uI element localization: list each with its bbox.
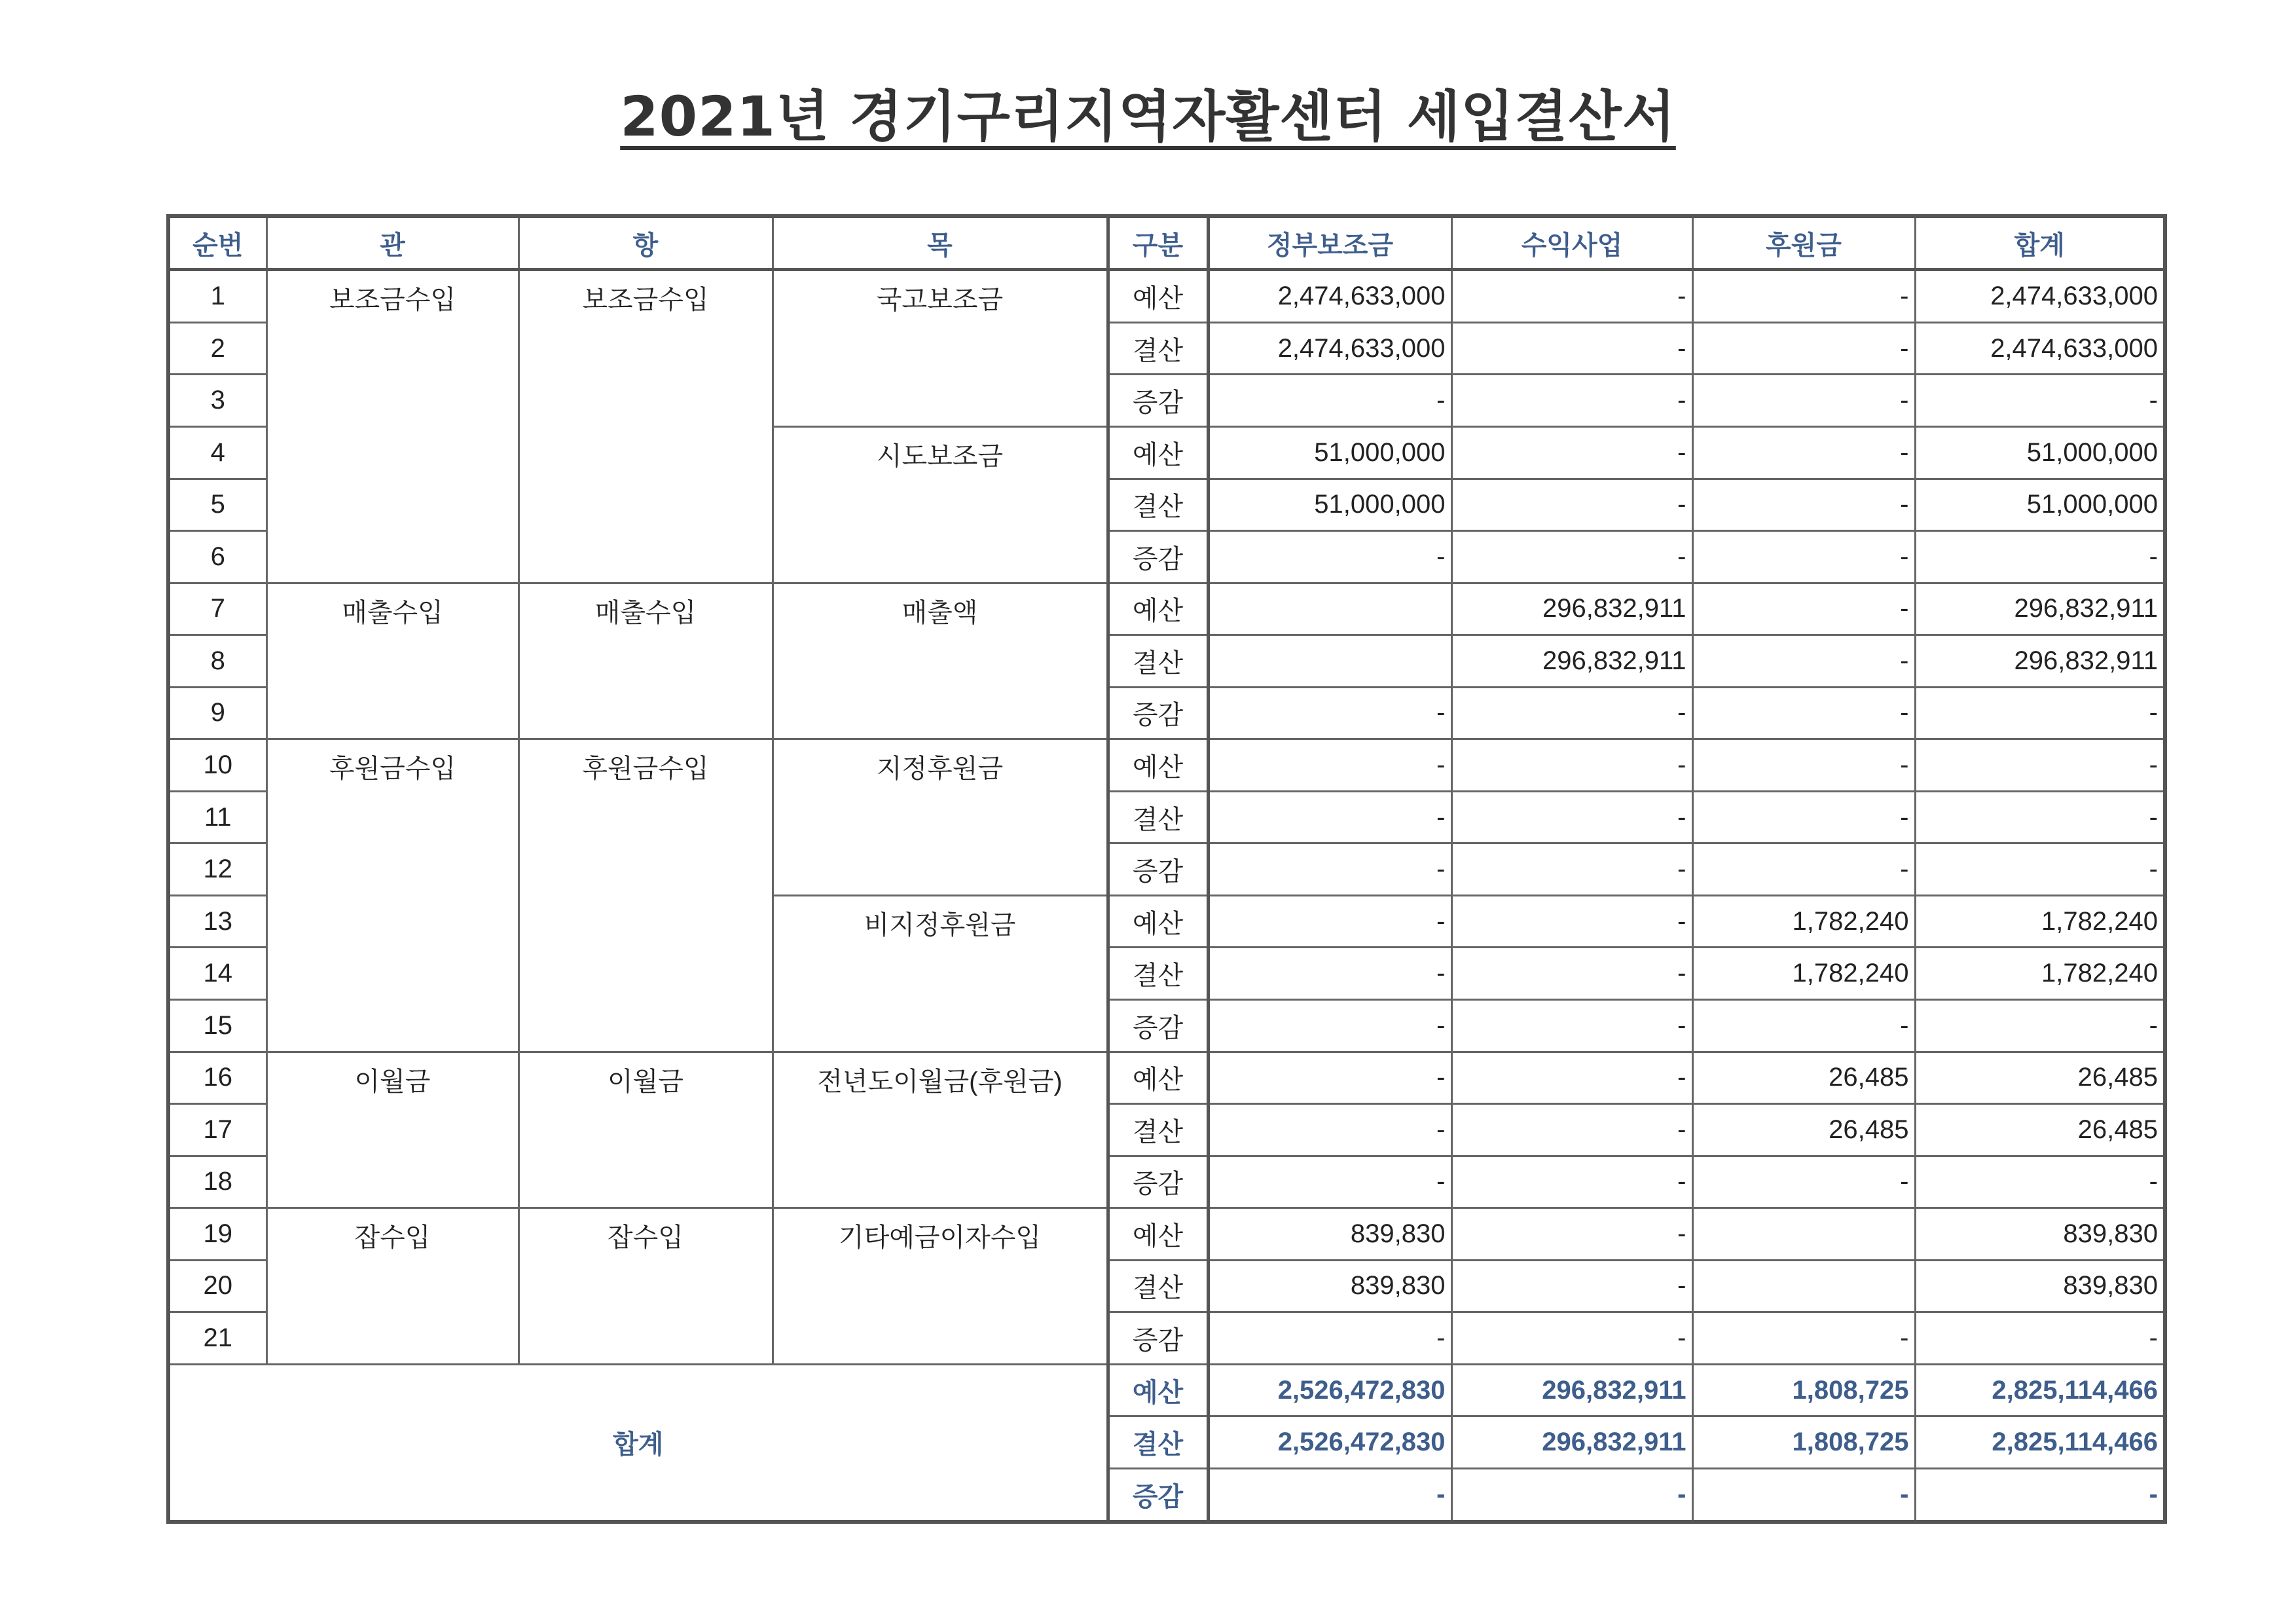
division-cell: 증감 — [1108, 687, 1208, 739]
revenue-business-cell: - — [1451, 999, 1692, 1052]
government-subsidy-cell: 2,474,633,000 — [1208, 270, 1451, 323]
row-number: 19 — [168, 1208, 266, 1261]
header-no: 순번 — [168, 216, 266, 270]
government-subsidy-cell: - — [1208, 1156, 1451, 1208]
row-number: 9 — [168, 687, 266, 739]
row-number: 15 — [168, 999, 266, 1052]
donation-cell: - — [1692, 375, 1915, 427]
government-subsidy-cell: - — [1208, 791, 1451, 843]
sum-cell: - — [1915, 739, 2165, 792]
row-number: 13 — [168, 895, 266, 948]
division-cell: 결산 — [1108, 635, 1208, 688]
header-mok: 목 — [773, 216, 1108, 270]
division-cell: 예산 — [1108, 583, 1208, 635]
document-title-wrap — [0, 77, 2296, 156]
government-subsidy-cell: - — [1208, 687, 1451, 739]
government-subsidy-cell — [1208, 583, 1451, 635]
division-cell: 결산 — [1108, 791, 1208, 843]
revenue-business-cell: - — [1451, 948, 1692, 1000]
row-number: 4 — [168, 426, 266, 479]
row-number: 20 — [168, 1260, 266, 1312]
division-cell: 결산 — [1108, 479, 1208, 531]
sum-cell: 1,782,240 — [1915, 948, 2165, 1000]
revenue-business-cell: - — [1451, 1312, 1692, 1365]
mok-cell: 전년도이월금(후원금) — [773, 1052, 1108, 1208]
division-cell: 예산 — [1108, 426, 1208, 479]
division-cell: 증감 — [1108, 1156, 1208, 1208]
mok-cell: 지정후원금 — [773, 739, 1108, 896]
division-cell: 증감 — [1108, 531, 1208, 583]
table-body — [168, 270, 2165, 1522]
government-subsidy-cell: - — [1208, 948, 1451, 1000]
revenue-business-cell: - — [1451, 1052, 1692, 1104]
division-cell: 예산 — [1108, 1052, 1208, 1104]
total-government-subsidy-cell: 2,526,472,830 — [1208, 1416, 1451, 1469]
division-cell: 증감 — [1108, 843, 1208, 896]
hang-cell: 후원금수입 — [519, 739, 773, 1052]
division-cell: 예산 — [1108, 1208, 1208, 1261]
row-number: 6 — [168, 531, 266, 583]
row-number: 18 — [168, 1156, 266, 1208]
table-row — [168, 270, 2165, 323]
total-division-cell: 증감 — [1108, 1468, 1208, 1522]
row-number: 5 — [168, 479, 266, 531]
government-subsidy-cell: - — [1208, 843, 1451, 896]
hang-cell: 보조금수입 — [519, 270, 773, 583]
sum-cell: 1,782,240 — [1915, 895, 2165, 948]
sum-cell: 26,485 — [1915, 1104, 2165, 1156]
revenue-business-cell: - — [1451, 426, 1692, 479]
row-number: 11 — [168, 791, 266, 843]
total-donation-cell: 1,808,725 — [1692, 1364, 1915, 1416]
header-sum: 합계 — [1915, 216, 2165, 270]
sum-cell: 2,474,633,000 — [1915, 270, 2165, 323]
sum-cell: - — [1915, 999, 2165, 1052]
total-government-subsidy-cell: 2,526,472,830 — [1208, 1364, 1451, 1416]
header-hang: 항 — [519, 216, 773, 270]
revenue-business-cell: - — [1451, 479, 1692, 531]
sum-cell: - — [1915, 375, 2165, 427]
total-row — [168, 1364, 2165, 1416]
donation-cell: - — [1692, 1156, 1915, 1208]
row-number: 2 — [168, 322, 266, 375]
government-subsidy-cell: - — [1208, 895, 1451, 948]
sum-cell: 296,832,911 — [1915, 583, 2165, 635]
header-government-subsidy: 정부보조금 — [1208, 216, 1451, 270]
government-subsidy-cell: 839,830 — [1208, 1208, 1451, 1261]
row-number: 16 — [168, 1052, 266, 1104]
donation-cell: - — [1692, 270, 1915, 323]
total-sum-cell: - — [1915, 1468, 2165, 1522]
revenue-business-cell: - — [1451, 739, 1692, 792]
sum-cell: 839,830 — [1915, 1260, 2165, 1312]
header-revenue-business: 수익사업 — [1451, 216, 1692, 270]
revenue-business-cell: - — [1451, 791, 1692, 843]
division-cell: 예산 — [1108, 739, 1208, 792]
donation-cell: 26,485 — [1692, 1052, 1915, 1104]
total-revenue-business-cell: - — [1451, 1468, 1692, 1522]
revenue-business-cell: 296,832,911 — [1451, 635, 1692, 688]
mok-cell: 비지정후원금 — [773, 895, 1108, 1052]
division-cell: 증감 — [1108, 375, 1208, 427]
donation-cell — [1692, 1260, 1915, 1312]
header-gwan: 관 — [266, 216, 519, 270]
row-number: 17 — [168, 1104, 266, 1156]
total-donation-cell: - — [1692, 1468, 1915, 1522]
revenue-business-cell: - — [1451, 375, 1692, 427]
row-number: 1 — [168, 270, 266, 323]
row-number: 14 — [168, 948, 266, 1000]
division-cell: 증감 — [1108, 1312, 1208, 1365]
revenue-business-cell: - — [1451, 270, 1692, 323]
hang-cell: 잡수입 — [519, 1208, 773, 1365]
hang-cell: 매출수입 — [519, 583, 773, 739]
header-division: 구분 — [1108, 216, 1208, 270]
donation-cell: - — [1692, 999, 1915, 1052]
revenue-business-cell: - — [1451, 1156, 1692, 1208]
hang-cell: 이월금 — [519, 1052, 773, 1208]
revenue-business-cell: - — [1451, 1104, 1692, 1156]
government-subsidy-cell: - — [1208, 1052, 1451, 1104]
sum-cell: - — [1915, 791, 2165, 843]
row-number: 8 — [168, 635, 266, 688]
donation-cell: 1,782,240 — [1692, 948, 1915, 1000]
sum-cell: 839,830 — [1915, 1208, 2165, 1261]
government-subsidy-cell: 51,000,000 — [1208, 479, 1451, 531]
total-division-cell: 결산 — [1108, 1416, 1208, 1469]
revenue-business-cell: - — [1451, 843, 1692, 896]
gwan-cell: 후원금수입 — [266, 739, 519, 1052]
sum-cell: - — [1915, 531, 2165, 583]
sum-cell: - — [1915, 687, 2165, 739]
total-donation-cell: 1,808,725 — [1692, 1416, 1915, 1469]
donation-cell: - — [1692, 479, 1915, 531]
revenue-business-cell: - — [1451, 531, 1692, 583]
government-subsidy-cell: - — [1208, 531, 1451, 583]
mok-cell: 시도보조금 — [773, 426, 1108, 583]
sum-cell: 2,474,633,000 — [1915, 322, 2165, 375]
government-subsidy-cell: - — [1208, 375, 1451, 427]
table-row — [168, 739, 2165, 792]
revenue-business-cell: - — [1451, 1260, 1692, 1312]
division-cell: 결산 — [1108, 322, 1208, 375]
total-revenue-business-cell: 296,832,911 — [1451, 1416, 1692, 1469]
total-label: 합계 — [168, 1364, 1108, 1522]
division-cell: 예산 — [1108, 270, 1208, 323]
donation-cell: - — [1692, 791, 1915, 843]
division-cell: 증감 — [1108, 999, 1208, 1052]
table-row — [168, 583, 2165, 635]
donation-cell: - — [1692, 583, 1915, 635]
row-number: 10 — [168, 739, 266, 792]
sum-cell: - — [1915, 1312, 2165, 1365]
row-number: 7 — [168, 583, 266, 635]
donation-cell: - — [1692, 635, 1915, 688]
division-cell: 결산 — [1108, 948, 1208, 1000]
division-cell: 예산 — [1108, 895, 1208, 948]
sum-cell: 296,832,911 — [1915, 635, 2165, 688]
mok-cell: 매출액 — [773, 583, 1108, 739]
table-row — [168, 1208, 2165, 1261]
header-donation: 후원금 — [1692, 216, 1915, 270]
gwan-cell: 이월금 — [266, 1052, 519, 1208]
total-sum-cell: 2,825,114,466 — [1915, 1364, 2165, 1416]
revenue-business-cell: - — [1451, 322, 1692, 375]
donation-cell: - — [1692, 322, 1915, 375]
government-subsidy-cell: 2,474,633,000 — [1208, 322, 1451, 375]
revenue-business-cell: 296,832,911 — [1451, 583, 1692, 635]
donation-cell: - — [1692, 426, 1915, 479]
government-subsidy-cell: - — [1208, 1104, 1451, 1156]
division-cell: 결산 — [1108, 1260, 1208, 1312]
document-title: 2021년 경기구리지역자활센터 세입결산서 — [620, 84, 1676, 149]
sum-cell: 51,000,000 — [1915, 479, 2165, 531]
table-row — [168, 1052, 2165, 1104]
government-subsidy-cell: - — [1208, 739, 1451, 792]
row-number: 21 — [168, 1312, 266, 1365]
government-subsidy-cell: - — [1208, 999, 1451, 1052]
donation-cell: - — [1692, 843, 1915, 896]
gwan-cell: 보조금수입 — [266, 270, 519, 583]
revenue-business-cell: - — [1451, 1208, 1692, 1261]
mok-cell: 기타예금이자수입 — [773, 1208, 1108, 1365]
gwan-cell: 매출수입 — [266, 583, 519, 739]
total-sum-cell: 2,825,114,466 — [1915, 1416, 2165, 1469]
revenue-business-cell: - — [1451, 687, 1692, 739]
sum-cell: 51,000,000 — [1915, 426, 2165, 479]
donation-cell: 1,782,240 — [1692, 895, 1915, 948]
row-number: 3 — [168, 375, 266, 427]
total-government-subsidy-cell: - — [1208, 1468, 1451, 1522]
revenue-business-cell: - — [1451, 895, 1692, 948]
government-subsidy-cell: - — [1208, 1312, 1451, 1365]
settlement-table — [166, 214, 2167, 1524]
row-number: 12 — [168, 843, 266, 896]
donation-cell — [1692, 1208, 1915, 1261]
gwan-cell: 잡수입 — [266, 1208, 519, 1365]
sum-cell: 26,485 — [1915, 1052, 2165, 1104]
total-division-cell: 예산 — [1108, 1364, 1208, 1416]
donation-cell: - — [1692, 531, 1915, 583]
donation-cell: - — [1692, 739, 1915, 792]
sum-cell: - — [1915, 1156, 2165, 1208]
header-row — [168, 216, 2165, 270]
division-cell: 결산 — [1108, 1104, 1208, 1156]
government-subsidy-cell: 51,000,000 — [1208, 426, 1451, 479]
total-revenue-business-cell: 296,832,911 — [1451, 1364, 1692, 1416]
government-subsidy-cell — [1208, 635, 1451, 688]
donation-cell: - — [1692, 687, 1915, 739]
donation-cell: - — [1692, 1312, 1915, 1365]
sum-cell: - — [1915, 843, 2165, 896]
donation-cell: 26,485 — [1692, 1104, 1915, 1156]
mok-cell: 국고보조금 — [773, 270, 1108, 427]
government-subsidy-cell: 839,830 — [1208, 1260, 1451, 1312]
